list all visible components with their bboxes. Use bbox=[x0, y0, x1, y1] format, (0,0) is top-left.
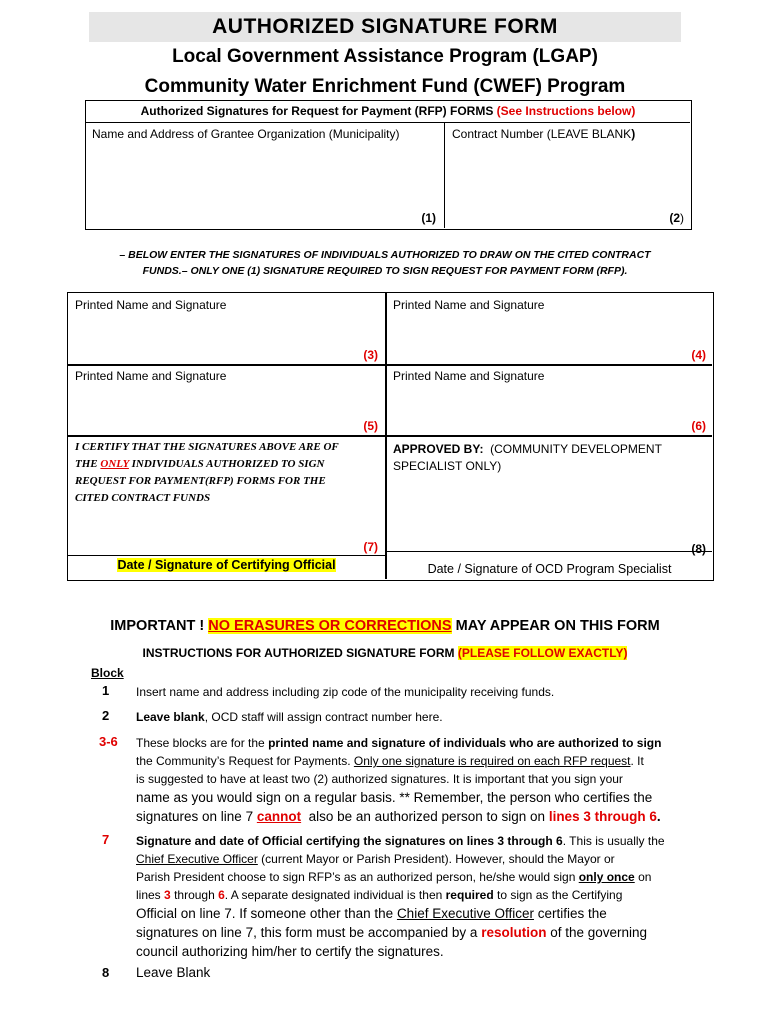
printed-name-label: Printed Name and Signature bbox=[75, 298, 227, 312]
instruction-block-3-6-text bbox=[136, 734, 736, 826]
b7-l3c: on bbox=[638, 870, 652, 884]
certify-line-3: REQUEST FOR PAYMENT(RFP) FORMS FOR THE bbox=[75, 475, 326, 487]
b36-line-1 bbox=[136, 734, 736, 752]
program-subtitle-lgap: Local Government Assistance Program (LGAP) bbox=[172, 46, 598, 67]
b36-line-2 bbox=[136, 752, 736, 770]
ocd-specialist-caption: Date / Signature of OCD Program Specialist bbox=[427, 562, 672, 576]
approved-by-label: APPROVED BY: bbox=[393, 442, 484, 456]
contract-number-label-text: Contract Number (LEAVE BLANK bbox=[452, 127, 632, 141]
b36-l1b: printed name and signature of individuals who are authorized to sign bbox=[268, 736, 662, 750]
block-number-2-open: (2 bbox=[669, 211, 680, 225]
instruction-block-1-text: Insert name and address including zip code of the municipality receiving funds. bbox=[136, 685, 555, 699]
signature-block-3[interactable] bbox=[68, 293, 385, 364]
grantee-name-label: Name and Address of Grantee Organization (Municipality) bbox=[92, 127, 400, 141]
block-number-8: (8) bbox=[691, 542, 706, 556]
certify-line-4: CITED CONTRACT FUNDS bbox=[75, 492, 211, 504]
printed-name-label: Printed Name and Signature bbox=[75, 369, 227, 383]
certification-statement bbox=[75, 439, 339, 507]
b36-l5c: also be an authorized person to sign on bbox=[308, 809, 546, 824]
approved-by-text bbox=[393, 441, 662, 475]
contract-number-label bbox=[452, 127, 635, 141]
b7-ceo: Chief Executive Officer bbox=[136, 852, 258, 866]
certify-rest: INDIVIDUALS AUTHORIZED TO SIGN bbox=[131, 458, 325, 470]
printed-name-label: Printed Name and Signature bbox=[393, 369, 545, 383]
important-highlight: NO ERASURES OR CORRECTIONS bbox=[208, 618, 452, 634]
instruction-block-7-number: 7 bbox=[102, 832, 110, 847]
instruction-block-2-number: 2 bbox=[102, 708, 110, 723]
b7-l4e: . A separate designated individual is then bbox=[224, 888, 443, 902]
important-warning bbox=[0, 618, 770, 634]
signature-block-6[interactable] bbox=[387, 365, 712, 435]
b7-l1b: . This is usually the bbox=[562, 834, 665, 848]
certifying-official-caption bbox=[68, 558, 385, 572]
form-title: AUTHORIZED SIGNATURE FORM bbox=[89, 12, 681, 42]
b7-l1a: Signature and date of Official certifying the signatures on lines 3 through 6 bbox=[136, 834, 563, 848]
instructions-heading-note: (PLEASE FOLLOW EXACTLY) bbox=[457, 646, 628, 660]
approved-line-2: SPECIALIST ONLY) bbox=[393, 459, 502, 473]
important-prefix: IMPORTANT ! bbox=[110, 618, 205, 634]
b7-line-3 bbox=[136, 868, 746, 886]
b36-l2b: Only one signature is required on each RFP request bbox=[353, 754, 631, 768]
block-number-5: (5) bbox=[363, 419, 378, 433]
b7-l5a: Official on line 7. If someone other than the bbox=[136, 906, 394, 921]
instruction-block-3-6-number: 3-6 bbox=[99, 734, 118, 749]
approved-line-1 bbox=[393, 441, 662, 458]
approved-by-role: (COMMUNITY DEVELOPMENT bbox=[490, 442, 662, 456]
b7-line-5 bbox=[136, 904, 746, 923]
block-number-7: (7) bbox=[363, 540, 378, 554]
block-number-1: (1) bbox=[421, 211, 436, 225]
instruction-block-7-text bbox=[136, 832, 746, 961]
important-suffix: MAY APPEAR ON THIS FORM bbox=[455, 618, 660, 634]
b7-l6c: of the governing bbox=[550, 925, 648, 940]
b7-l4a: lines bbox=[136, 888, 161, 902]
instruction-block-2-text bbox=[136, 708, 443, 726]
instruction-block-1-number: 1 bbox=[102, 683, 110, 698]
b7-line-2 bbox=[136, 850, 746, 868]
b7-ceo-2: Chief Executive Officer bbox=[396, 906, 534, 921]
block-number-6: (6) bbox=[691, 419, 706, 433]
leave-blank-bold: Leave blank bbox=[136, 710, 205, 724]
b7-line-1 bbox=[136, 832, 746, 850]
certify-the: THE bbox=[75, 458, 98, 470]
grantee-table-heading bbox=[86, 101, 690, 123]
certify-line-2 bbox=[75, 456, 339, 473]
b36-l5a: signatures on line 7 bbox=[136, 809, 254, 824]
b36-line-3: is suggested to have at least two (2) authorized signatures. It is important that you sign your bbox=[136, 772, 623, 786]
b36-l5e: . bbox=[656, 809, 661, 824]
signature-table bbox=[67, 292, 714, 581]
b7-resolution: resolution bbox=[481, 925, 547, 940]
certifying-official-text: Date / Signature of Certifying Official bbox=[117, 558, 336, 572]
b36-cannot: cannot bbox=[256, 809, 302, 824]
b36-line-4: name as you would sign on a regular basis. ** Remember, the person who certifies the bbox=[136, 790, 653, 805]
instruction-block-8-number: 8 bbox=[102, 965, 110, 980]
b7-l4g: to sign as the Certifying bbox=[497, 888, 623, 902]
notice-line-1: – BELOW ENTER THE SIGNATURES OF INDIVIDUALS AUTHORIZED TO DRAW ON THE CITED CONTRACT bbox=[119, 249, 651, 261]
program-subtitle-cwef: Community Water Enrichment Fund (CWEF) Program bbox=[144, 76, 626, 97]
signature-block-5[interactable] bbox=[68, 365, 385, 435]
instruction-block-8-text: Leave Blank bbox=[136, 965, 211, 980]
block-number-3: (3) bbox=[363, 348, 378, 362]
certify-line-1: I CERTIFY THAT THE SIGNATURES ABOVE ARE OF bbox=[75, 441, 339, 453]
b7-l4c: through bbox=[174, 888, 215, 902]
heading-text: Authorized Signatures for Request for Payment (RFP) FORMS bbox=[140, 104, 494, 118]
b36-l2c: . It bbox=[630, 754, 644, 768]
signature-block-4[interactable] bbox=[387, 293, 712, 364]
instructions-heading bbox=[0, 646, 770, 660]
block-column-label: Block bbox=[91, 666, 124, 680]
b7-l6a: signatures on line 7, this form must be accompanied by a bbox=[136, 925, 478, 940]
b7-line-7: council authorizing him/her to certify the signatures. bbox=[136, 944, 444, 959]
notice-line-2: FUNDS.– ONLY ONE (1) SIGNATURE REQUIRED TO SIGN REQUEST FOR PAYMENT FORM (RFP). bbox=[142, 265, 628, 277]
block-number-2-close: ) bbox=[680, 211, 684, 225]
approval-block-8[interactable] bbox=[387, 436, 712, 579]
heading-note: (See Instructions below) bbox=[496, 104, 636, 118]
block-number-4: (4) bbox=[691, 348, 706, 362]
b7-l4d: 6 bbox=[218, 888, 225, 902]
b7-line-4 bbox=[136, 886, 746, 904]
grantee-info-table bbox=[85, 100, 692, 230]
grantee-name-address-cell[interactable] bbox=[86, 123, 445, 228]
block-number-2 bbox=[669, 211, 684, 225]
b36-lines-3-6: lines 3 through 6 bbox=[548, 809, 657, 824]
b7-l5c: certifies the bbox=[537, 906, 607, 921]
b36-l2a: the Community’s Request for Payments. bbox=[136, 754, 351, 768]
authorization-notice bbox=[0, 247, 770, 279]
b36-l1a: These blocks are for the bbox=[136, 736, 265, 750]
printed-name-label: Printed Name and Signature bbox=[393, 298, 545, 312]
b7-l4b: 3 bbox=[164, 888, 171, 902]
b36-line-5 bbox=[136, 807, 736, 826]
contract-number-cell[interactable] bbox=[446, 123, 690, 228]
b7-l2b: (current Mayor or Parish President). However, should the Mayor or bbox=[261, 852, 615, 866]
certification-block-7[interactable] bbox=[68, 436, 385, 579]
instructions-heading-text: INSTRUCTIONS FOR AUTHORIZED SIGNATURE FORM bbox=[142, 646, 455, 660]
b7-required: required bbox=[445, 888, 494, 902]
b7-l3a: Parish President choose to sign RFP’s as an authorized person, he/she would sign bbox=[136, 870, 576, 884]
contract-number-label-end: ) bbox=[631, 127, 636, 141]
b2-rest: , OCD staff will assign contract number here. bbox=[204, 710, 443, 724]
certify-only: ONLY bbox=[100, 458, 129, 470]
b7-line-6 bbox=[136, 923, 746, 942]
b7-only-once: only once bbox=[578, 870, 635, 884]
